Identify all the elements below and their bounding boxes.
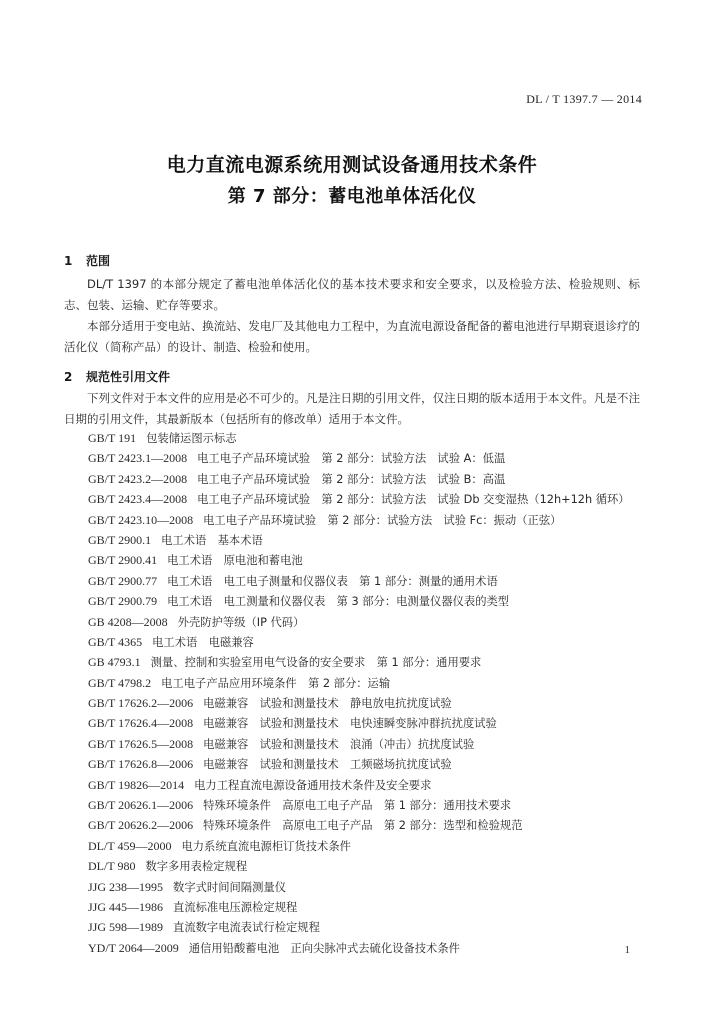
- section-2-intro: 下列文件对于本文件的应用是必不可少的。凡是注日期的引用文件，仅注日期的版本适用于本文件。凡是不注日期的引用文件，其最新版本（包括所有的修改单）适用于本文件。: [64, 391, 640, 426]
- reference-item: [88, 632, 648, 652]
- reference-title: 电工电子产品环境试验 第 2 部分：试验方法 试验 Fc：振动（正弦）: [203, 513, 562, 527]
- section-2-number: 2: [64, 370, 73, 384]
- reference-code: GB/T 2900.41: [88, 553, 158, 568]
- reference-item: [88, 469, 648, 489]
- document-code: DL / T 1397.7 — 2014: [526, 92, 642, 106]
- reference-title: 电力工程直流电源设备通用技术条件及安全要求: [194, 778, 432, 792]
- reference-code: GB/T 4365: [88, 634, 143, 649]
- reference-code: GB/T 4798.2: [88, 675, 152, 690]
- reference-item: [88, 612, 648, 632]
- reference-code: GB/T 17626.5—2008: [88, 736, 194, 751]
- reference-item: [88, 734, 648, 754]
- reference-code: GB/T 191: [88, 431, 137, 445]
- reference-code: GB 4793.1: [88, 655, 141, 670]
- reference-item: [88, 856, 648, 876]
- page-number: 1: [624, 944, 630, 956]
- reference-item: [88, 510, 648, 530]
- reference-title: 电工电子产品环境试验 第 2 部分：试验方法 试验 B：高温: [197, 472, 506, 486]
- reference-title: 特殊环境条件 高原电工电子产品 第 1 部分：通用技术要求: [203, 799, 512, 813]
- reference-item: [88, 836, 648, 856]
- reference-item: [88, 917, 648, 937]
- document-title: 电力直流电源系统用测试设备通用技术条件: [166, 154, 538, 176]
- reference-code: GB/T 2423.1—2008: [88, 451, 188, 466]
- reference-title: 数字式时间间隔测量仪: [173, 880, 286, 894]
- reference-code: GB/T 17626.2—2006: [88, 696, 194, 711]
- document-subtitle: 第 7 部分：蓄电池单体活化仪: [227, 186, 477, 207]
- reference-code: GB/T 2900.1: [88, 532, 152, 547]
- reference-title: 特殊环境条件 高原电工电子产品 第 2 部分：选型和检验规范: [203, 819, 523, 833]
- reference-title: 电磁兼容 试验和测量技术 电快速瞬变脉冲群抗扰度试验: [203, 717, 497, 731]
- reference-title: 电磁兼容 试验和测量技术 静电放电抗扰度试验: [203, 697, 452, 711]
- section-1-paragraph-1: DL/T 1397 的本部分规定了蓄电池单体活化仪的基本技术要求和安全要求，以及检验方法、检验规则、标志、包装、运输、贮存等要求。: [64, 277, 640, 312]
- reference-title: 电力系统直流电源柜订货技术条件: [181, 839, 351, 853]
- reference-title: 数字多用表检定规程: [145, 860, 248, 874]
- reference-title: 外壳防护等级（IP 代码）: [177, 615, 305, 629]
- reference-code: GB/T 2423.2—2008: [88, 471, 188, 486]
- reference-title: 直流数字电流表试行检定规程: [173, 921, 320, 935]
- reference-code: GB/T 17626.4—2008: [88, 716, 194, 731]
- reference-code: GB/T 20626.2—2006: [88, 818, 194, 833]
- reference-item: [88, 897, 648, 917]
- reference-title: 电工术语 电工测量和仪器仪表 第 3 部分：电测量仪器仪表的类型: [167, 595, 510, 609]
- section-2-heading: [64, 368, 170, 385]
- reference-code: GB/T 2900.77: [88, 573, 158, 588]
- reference-item: [88, 652, 648, 672]
- reference-code: JJG 598—1989: [88, 920, 164, 935]
- reference-item: [88, 550, 648, 570]
- reference-item: [88, 938, 648, 958]
- reference-item: [88, 673, 648, 693]
- reference-code: YD/T 2064—2009: [88, 940, 179, 955]
- reference-title: 电工电子产品环境试验 第 2 部分：试验方法 试验 Db 交变湿热（12h+12h 循环）: [197, 493, 630, 507]
- reference-item: [88, 489, 648, 509]
- reference-code: GB/T 20626.1—2006: [88, 798, 194, 813]
- reference-title: 电工术语 基本术语: [161, 533, 263, 547]
- section-1-number: 1: [64, 254, 73, 268]
- reference-title: 电磁兼容 试验和测量技术 浪涌（冲击）抗扰度试验: [203, 737, 475, 751]
- reference-title: 通信用铅酸蓄电池 正向尖脉冲式去硫化设备技术条件: [188, 941, 460, 955]
- reference-title: 测量、控制和实验室用电气设备的安全要求 第 1 部分：通用要求: [150, 656, 482, 670]
- section-2-title: 规范性引用文件: [86, 370, 171, 384]
- reference-title: 电工术语 电工电子测量和仪器仪表 第 1 部分：测量的通用术语: [167, 574, 498, 588]
- reference-code: GB/T 2900.79: [88, 594, 158, 609]
- reference-item: [88, 713, 648, 733]
- reference-code: GB 4208—2008: [88, 614, 168, 629]
- reference-title: 电工电子产品环境试验 第 2 部分：试验方法 试验 A：低温: [197, 452, 506, 466]
- section-1-title: 范围: [86, 254, 111, 268]
- reference-item: [88, 591, 648, 611]
- reference-list: [88, 428, 648, 958]
- reference-item: [88, 530, 648, 550]
- section-1-heading: [64, 252, 110, 269]
- reference-code: DL/T 459—2000: [88, 838, 172, 853]
- reference-item: [88, 754, 648, 774]
- reference-title: 包装储运图示标志: [146, 432, 237, 445]
- reference-title: 直流标准电压源检定规程: [173, 900, 298, 914]
- reference-item: [88, 448, 648, 468]
- reference-item: [88, 815, 648, 835]
- reference-item: [88, 775, 648, 795]
- reference-code: GB/T 2423.10—2008: [88, 512, 194, 527]
- reference-code: GB/T 19826—2014: [88, 777, 185, 792]
- reference-item: [88, 428, 648, 448]
- reference-code: GB/T 2423.4—2008: [88, 492, 188, 507]
- reference-code: DL/T 980: [88, 859, 136, 874]
- reference-item: [88, 571, 648, 591]
- reference-title: 电磁兼容 试验和测量技术 工频磁场抗扰度试验: [203, 758, 452, 772]
- section-1-paragraph-2: 本部分适用于变电站、换流站、发电厂及其他电力工程中，为直流电源设备配备的蓄电池进行早期衰退诊疗的活化仪（简称产品）的设计、制造、检验和使用。: [64, 319, 640, 354]
- reference-title: 电工电子产品应用环境条件 第 2 部分：运输: [161, 676, 391, 690]
- reference-title: 电工术语 原电池和蓄电池: [167, 554, 303, 568]
- reference-code: GB/T 17626.8—2006: [88, 757, 194, 772]
- reference-code: JJG 445—1986: [88, 899, 164, 914]
- reference-item: [88, 693, 648, 713]
- reference-code: JJG 238—1995: [88, 879, 164, 894]
- reference-item: [88, 877, 648, 897]
- reference-title: 电工术语 电磁兼容: [152, 635, 254, 649]
- reference-item: [88, 795, 648, 815]
